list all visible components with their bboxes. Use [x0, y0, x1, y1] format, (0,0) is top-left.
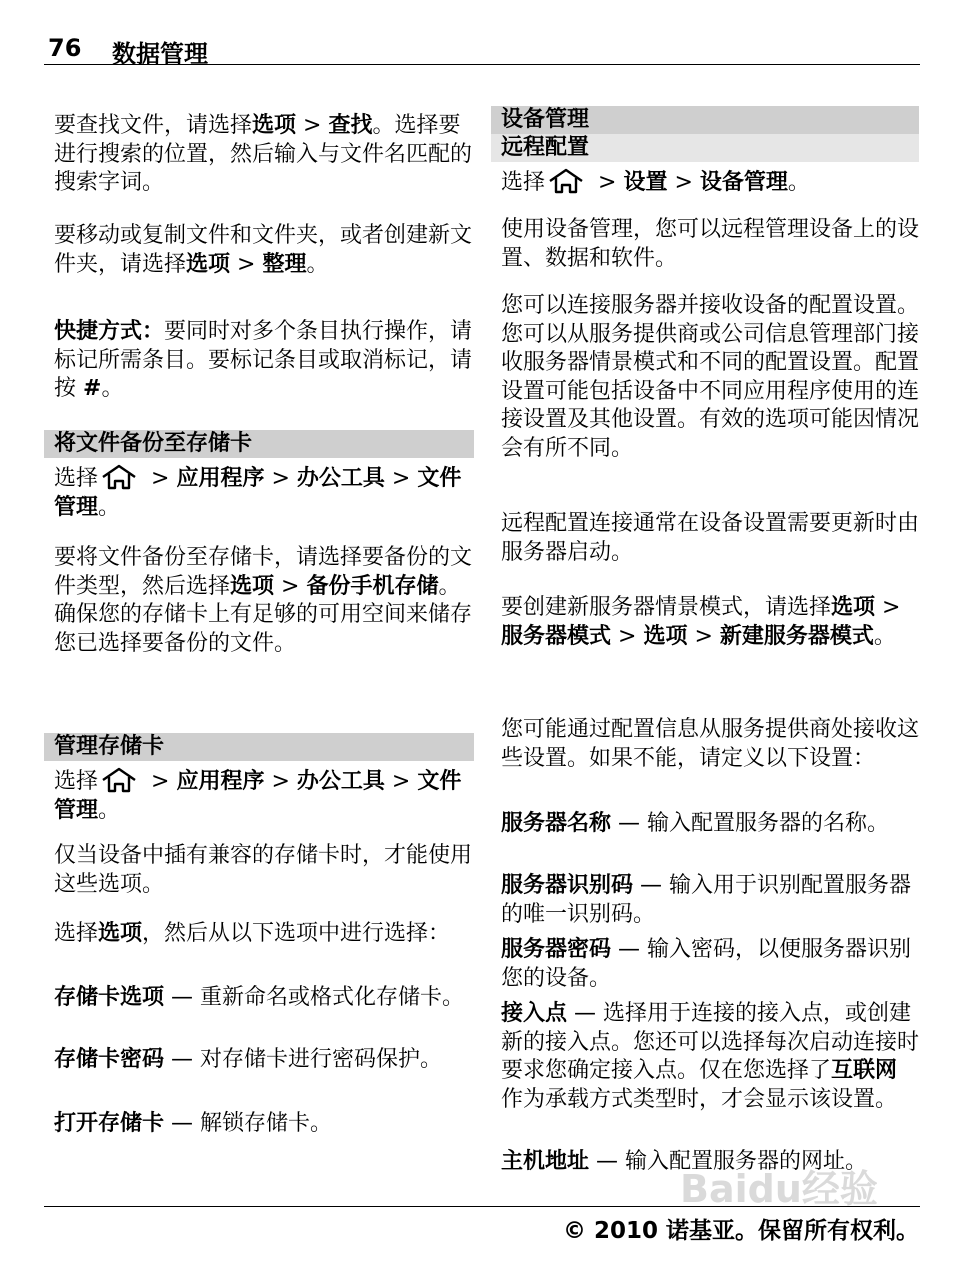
device-mgmt-intro: 使用设备管理，您可以远程管理设备上的设置、数据和软件。: [501, 217, 920, 271]
manage-card-section-heading: 管理存储卡: [44, 733, 474, 761]
watermark: Baidu经验: [680, 1167, 878, 1211]
home-icon: [100, 767, 138, 793]
device-mgmt-nav-path: 选择 > 设置 > 设备管理。: [501, 170, 810, 195]
footer-divider: [44, 1206, 920, 1207]
list-item: 主机地址 — 输入配置服务器的网址。: [501, 1149, 868, 1174]
list-item: 打开存储卡 — 解锁存储卡。: [54, 1111, 333, 1136]
page-title: 数据管理: [112, 40, 208, 68]
find-file-paragraph: 要查找文件，请选择选项 > 查找。选择要进行搜索的位置，然后输入与文件名匹配的搜索字词。: [54, 113, 473, 195]
list-item: 存储卡选项 — 重新命名或格式化存储卡。: [54, 985, 465, 1010]
move-copy-paragraph: 要移动或复制文件和文件夹，或者创建新文件夹，请选择选项 > 整理。: [54, 223, 473, 277]
list-item: 服务器名称 — 输入配置服务器的名称。: [501, 811, 890, 836]
remote-config-heading: 远程配置: [491, 134, 919, 162]
card-options-intro: 仅当设备中插有兼容的存储卡时，才能使用这些选项。: [54, 843, 473, 897]
backup-nav-path: 选择 > 应用程序 > 办公工具 > 文件管理。: [54, 466, 462, 520]
backup-section-heading: 将文件备份至存储卡: [44, 430, 474, 458]
copyright: © 2010 诺基亚。保留所有权利。: [562, 1218, 919, 1244]
config-settings-paragraph: 您可以连接服务器并接收设备的配置设置。您可以从服务提供商或公司信息管理部门接收服务器情景模式和不同的配置设置。配置设置可能包括设备中不同应用程序使用的连接设置及其他设置。有效的选项可能因情况会有所不同。: [501, 293, 920, 461]
backup-paragraph: 要将文件备份至存储卡，请选择要备份的文件类型，然后选择选项 > 备份手机存储。 确保您的存储卡上有足够的可用空间来储存您已选择要备份的文件。: [54, 545, 473, 656]
select-options-paragraph: 选择选项，然后从以下选项中进行选择：: [54, 921, 451, 946]
list-item: 服务器密码 — 输入密码，以便服务器识别您的设备。: [501, 937, 912, 991]
page-header: [44, 32, 920, 68]
manage-card-nav-path: 选择 > 应用程序 > 办公工具 > 文件管理。: [54, 769, 462, 823]
home-icon: [100, 464, 138, 490]
remote-config-start-paragraph: 远程配置连接通常在设备设置需要更新时由服务器启动。: [501, 511, 920, 565]
list-item: 服务器识别码 — 输入用于识别配置服务器的唯一识别码。: [501, 873, 912, 927]
define-settings-paragraph: 您可能通过配置信息从服务提供商处接收这些设置。如果不能，请定义以下设置：: [501, 717, 920, 771]
create-profile-paragraph: 要创建新服务器情景模式，请选择选项 > 服务器模式 > 选项 > 新建服务器模式。: [501, 595, 901, 649]
list-item: 存储卡密码 — 对存储卡进行密码保护。: [54, 1047, 443, 1072]
device-management-heading: 设备管理: [491, 106, 919, 134]
list-item: 接入点 — 选择用于连接的接入点，或创建新的接入点。您还可以选择每次启动连接时要求您确定接入点。仅在您选择了互联网作为承载方式类型时，才会显示该设置。: [501, 1001, 920, 1112]
home-icon: [547, 168, 585, 194]
shortcut-paragraph: 快捷方式：要同时对多个条目执行操作，请标记所需条目。要标记条目或取消标记，请按 #。: [54, 319, 473, 401]
page-number: 76: [48, 34, 82, 62]
